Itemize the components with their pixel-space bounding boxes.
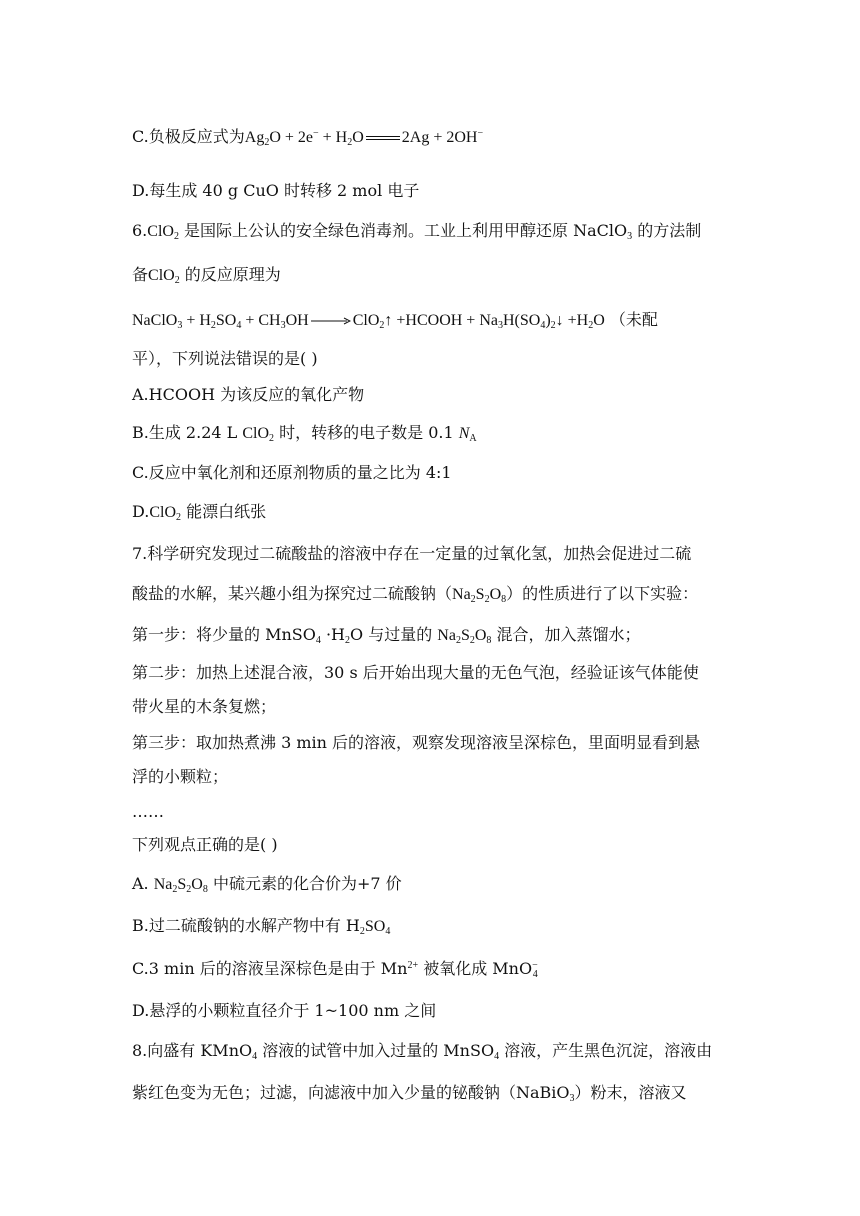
q7-stem-line1: 7.科学研究发现过二硫酸盐的溶液中存在一定量的过氧化氢，加热会促进过二硫 xyxy=(132,544,692,563)
equals-sign xyxy=(366,136,400,140)
q6-stem-line3: 平），下列说法错误的是( ) xyxy=(132,349,318,368)
q7-step2-line1: 第二步：加热上述混合液，30 s 后开始出现大量的无色气泡，经验证该气体能使 xyxy=(132,663,699,682)
q7-option-d: D.悬浮的小颗粒直径介于 1~100 nm 之间 xyxy=(132,1001,437,1020)
q8-stem-line2: 紫红色变为无色；过滤，向滤液中加入少量的铋酸钠（NaBiO$_3$）粉末，溶液又 xyxy=(132,1083,687,1104)
q6-stem-line1: 6.ClO$_2$ 是国际上公认的安全绿色消毒剂。工业上利用甲醇还原 NaClO$_3$ 的方法制 xyxy=(132,221,702,242)
q7-option-c: C.3 min 后的溶液呈深棕色是由于 $Mn^{2+}$ 被氧化成 MnO−$_4$ xyxy=(132,959,538,980)
q6-option-a: A.HCOOH 为该反应的氧化产物 xyxy=(132,385,365,404)
reaction-arrow-icon xyxy=(311,316,351,326)
half-reaction: $Ag_2O + 2e^- + H_2O$ 2Ag + 2OH− xyxy=(244,128,484,148)
q5-option-c xyxy=(132,126,730,149)
q7-question: 下列观点正确的是( ) xyxy=(132,835,278,854)
q6-stem-line2: 备ClO$_2$ 的反应原理为 xyxy=(132,265,281,286)
option-label: C.负极反应式为 xyxy=(132,127,245,146)
q6-option-c: C.反应中氧化剂和还原剂物质的量之比为 4:1 xyxy=(132,463,452,482)
q7-option-a: A. $Na_2S_2O_8$ 中硫元素的化合价为+7 价 xyxy=(132,874,402,895)
q7-option-b: B.过二硫酸钠的水解产物中有 $H_2SO_4$ xyxy=(132,916,391,937)
q7-step3-line1: 第三步：取加热煮沸 3 min 后的溶液，观察发现溶液呈深棕色，里面明显看到悬 xyxy=(132,733,701,752)
q8-stem-line1: 8.向盛有 KMnO$_4$ 溶液的试管中加入过量的 MnSO$_4$ 溶液，产生黑色沉淀，溶液由 xyxy=(132,1041,713,1062)
q7-step2-line2: 带火星的木条复燃； xyxy=(132,697,277,716)
q7-stem-line2: 酸盐的水解，某兴趣小组为探究过二硫酸钠$(Na_2S_2O_8)$的性质进行了以下实验： xyxy=(132,584,699,605)
q6-option-d: D.ClO$_2$ 能漂白纸张 xyxy=(132,502,267,523)
q7-step1: 第一步：将少量的 MnSO$_4$ $\cdot H_2O$ 与过量的 $Na_2S_2O_8$ 混合，加入蒸馏水； xyxy=(132,625,641,646)
q7-ellipsis: …… xyxy=(132,802,164,821)
q5-option-d: D.每生成 40 g CuO 时转移 2 mol 电子 xyxy=(132,181,420,200)
q6-equation: NaClO$_3$ + $H_2SO_4 + CH_3OH$ ClO$_2$↑ +HCOOH + $Na_3H(SO_4)_2↓ +H_2O$ （未配 xyxy=(132,310,658,331)
q6-option-b: B.生成 2.24 L ClO$_2$ 时，转移的电子数是 0.1 $N_A$ xyxy=(132,423,477,444)
q7-step3-line2: 浮的小颗粒； xyxy=(132,767,229,786)
